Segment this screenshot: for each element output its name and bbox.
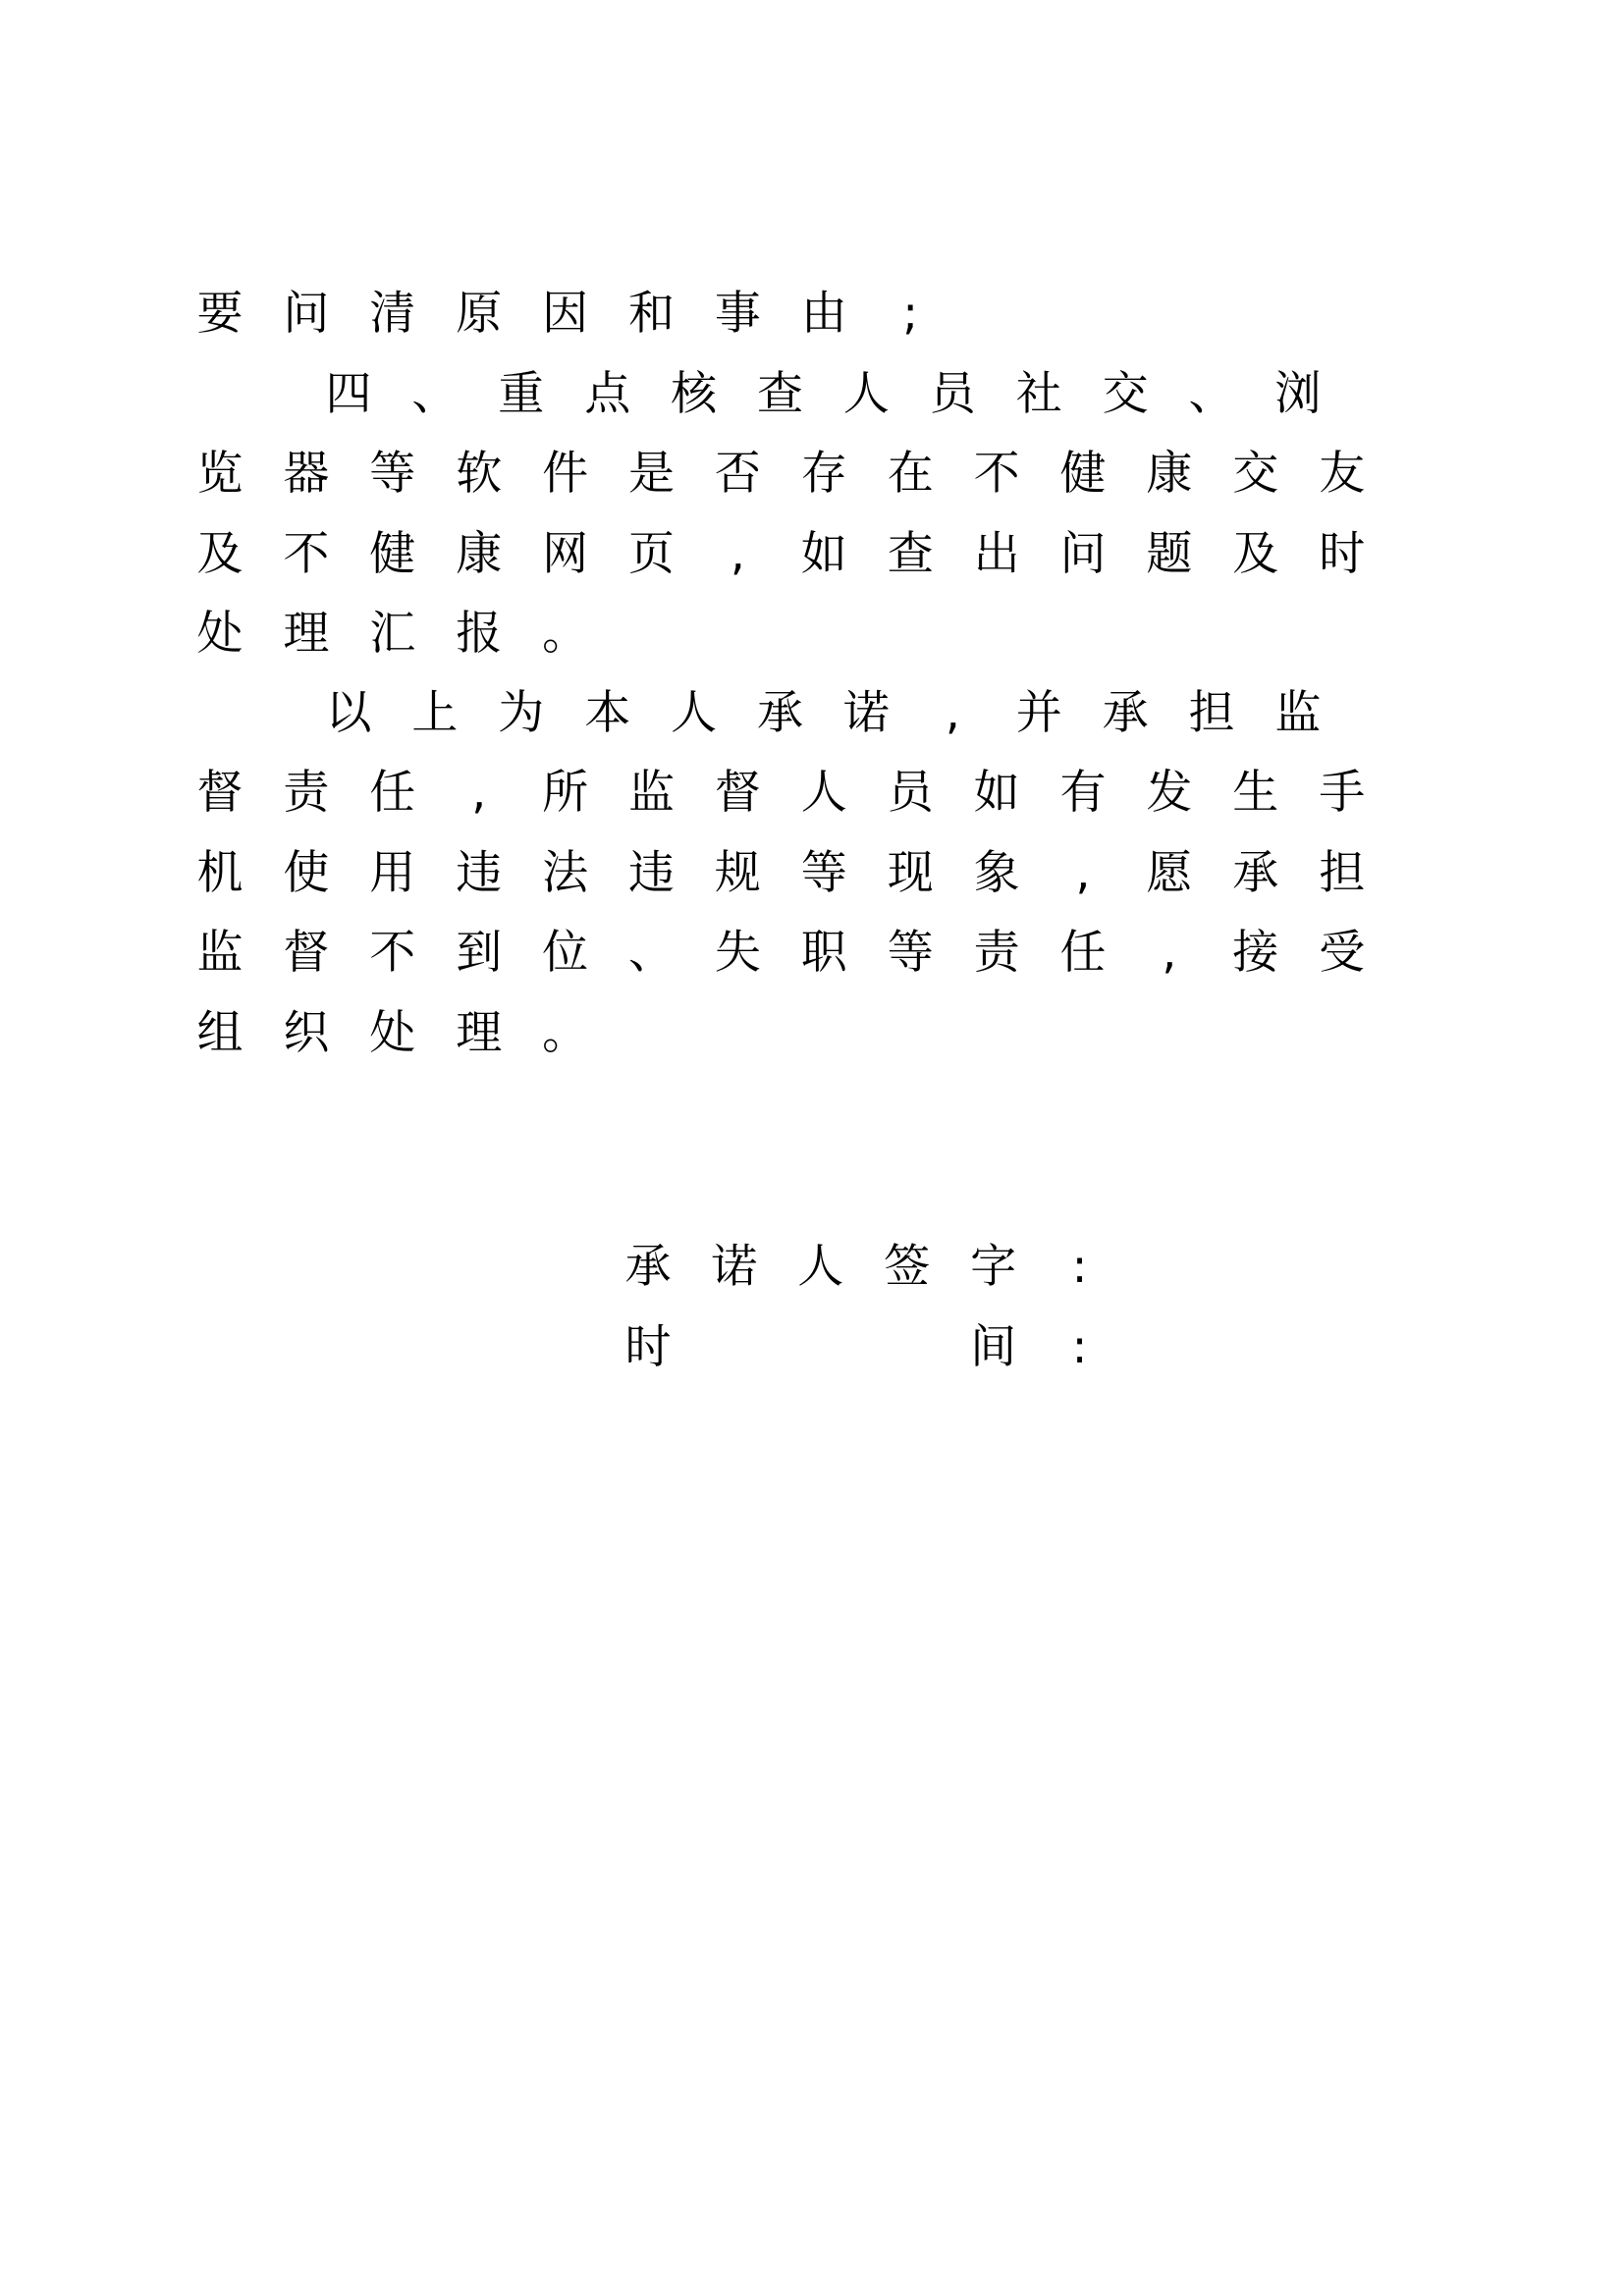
- text-char: 间: [970, 1320, 1017, 1374]
- text-char: 健: [1059, 447, 1107, 501]
- text-char: 诺: [842, 686, 890, 740]
- text-char: 员: [887, 766, 934, 820]
- text-char: 诺: [711, 1240, 758, 1294]
- text-char: ,: [1075, 846, 1091, 900]
- text-char: 承: [624, 1240, 672, 1294]
- text-char: 如: [973, 766, 1020, 820]
- text-char: 并: [1015, 686, 1062, 740]
- text-char: 问: [283, 287, 330, 341]
- text-char: 违: [456, 846, 503, 900]
- text-char: 不: [283, 527, 330, 581]
- text-char: 及: [196, 527, 244, 581]
- text-char: 。: [542, 607, 589, 661]
- text-char: 时: [624, 1320, 672, 1374]
- text-char: 责: [283, 766, 330, 820]
- text-char: 在: [887, 447, 934, 501]
- text-char: 报: [456, 607, 503, 661]
- text-char: 手: [1319, 766, 1366, 820]
- text-char: 为: [498, 686, 545, 740]
- text-char: 字: [970, 1240, 1017, 1294]
- text-char: 题: [1146, 527, 1193, 581]
- text-char: 器: [283, 447, 330, 501]
- text-char: 健: [369, 527, 416, 581]
- text-char: 查: [757, 367, 803, 421]
- text-char: 以: [325, 686, 372, 740]
- text-char: ,: [945, 686, 960, 740]
- text-char: 及: [1232, 527, 1279, 581]
- text-char: 因: [542, 287, 589, 341]
- text-line-2: [0, 365, 1624, 424]
- text-char: 督: [283, 926, 330, 980]
- text-char: 上: [411, 686, 459, 740]
- text-line-7: [0, 764, 1624, 823]
- text-char: 、: [628, 926, 675, 980]
- text-char: 督: [714, 766, 761, 820]
- text-char: 机: [196, 846, 244, 900]
- text-char: 人: [842, 367, 890, 421]
- text-char: 。: [542, 1006, 589, 1060]
- text-char: 发: [1146, 766, 1193, 820]
- text-char: 由: [800, 287, 847, 341]
- text-char: 承: [1102, 686, 1149, 740]
- text-char: 理: [456, 1006, 503, 1060]
- text-char: 社: [1015, 367, 1062, 421]
- text-char: 、: [411, 367, 459, 421]
- text-char: 愿: [1146, 846, 1193, 900]
- text-line-9: [0, 924, 1624, 983]
- text-line-5: [0, 605, 1624, 664]
- text-char: 网: [542, 527, 589, 581]
- text-char: 担: [1319, 846, 1366, 900]
- text-line-1: [0, 285, 1624, 344]
- text-char: 康: [456, 527, 503, 581]
- text-char: 和: [628, 287, 675, 341]
- text-char: 理: [283, 607, 330, 661]
- text-char: 违: [628, 846, 675, 900]
- text-char: 是: [628, 447, 675, 501]
- text-char: 清: [369, 287, 416, 341]
- text-char: 督: [196, 766, 244, 820]
- text-char: 到: [456, 926, 503, 980]
- text-char: 人: [800, 766, 847, 820]
- text-char: 失: [714, 926, 761, 980]
- text-char: 等: [800, 846, 847, 900]
- text-line-3: [0, 445, 1624, 504]
- text-char: 核: [671, 367, 718, 421]
- text-char: ,: [730, 527, 745, 581]
- text-char: 接: [1232, 926, 1279, 980]
- text-char: 交: [1102, 367, 1149, 421]
- text-char: 任: [1059, 926, 1107, 980]
- text-char: 览: [196, 447, 244, 501]
- text-char: 人: [671, 686, 718, 740]
- text-char: 如: [800, 527, 847, 581]
- text-char: 查: [887, 527, 934, 581]
- text-char: 监: [628, 766, 675, 820]
- text-char: 位: [542, 926, 589, 980]
- text-char: :: [1071, 1320, 1088, 1374]
- text-char: 有: [1059, 766, 1107, 820]
- text-char: 问: [1059, 527, 1107, 581]
- text-char: ,: [471, 766, 487, 820]
- text-char: 点: [584, 367, 631, 421]
- text-char: 签: [884, 1240, 931, 1294]
- text-char: 不: [973, 447, 1020, 501]
- text-char: 担: [1188, 686, 1235, 740]
- date-label: [0, 1318, 1624, 1377]
- text-char: 承: [1232, 846, 1279, 900]
- text-char: 员: [929, 367, 976, 421]
- text-char: 重: [498, 367, 545, 421]
- text-char: 处: [369, 1006, 416, 1060]
- text-char: 职: [800, 926, 847, 980]
- text-line-10: [0, 1004, 1624, 1063]
- text-char: 规: [714, 846, 761, 900]
- text-char: 现: [887, 846, 934, 900]
- text-char: 、: [1188, 367, 1235, 421]
- text-line-8: [0, 844, 1624, 903]
- text-char: 组: [196, 1006, 244, 1060]
- text-char: 所: [542, 766, 589, 820]
- text-char: 时: [1319, 527, 1366, 581]
- text-char: 处: [196, 607, 244, 661]
- text-char: 受: [1319, 926, 1366, 980]
- text-char: 存: [800, 447, 847, 501]
- text-char: 浏: [1274, 367, 1322, 421]
- text-char: 使: [283, 846, 330, 900]
- text-char: 等: [369, 447, 416, 501]
- text-char: 原: [456, 287, 503, 341]
- text-char: 等: [887, 926, 934, 980]
- text-char: 出: [973, 527, 1020, 581]
- text-char: :: [1071, 1240, 1088, 1294]
- text-char: 康: [1146, 447, 1193, 501]
- text-char: 页: [628, 527, 675, 581]
- text-char: 要: [196, 287, 244, 341]
- text-char: 生: [1232, 766, 1279, 820]
- text-char: 用: [369, 846, 416, 900]
- text-char: 承: [757, 686, 803, 740]
- text-line-6: [0, 684, 1624, 743]
- text-char: 监: [196, 926, 244, 980]
- text-char: 交: [1232, 447, 1279, 501]
- text-char: 法: [542, 846, 589, 900]
- text-char: 象: [973, 846, 1020, 900]
- text-char: 友: [1319, 447, 1366, 501]
- text-char: 汇: [369, 607, 416, 661]
- signature-label: [0, 1238, 1624, 1297]
- text-line-4: [0, 525, 1624, 584]
- text-char: 监: [1274, 686, 1322, 740]
- text-char: 人: [797, 1240, 844, 1294]
- text-char: 否: [714, 447, 761, 501]
- text-char: 事: [714, 287, 761, 341]
- text-char: 本: [584, 686, 631, 740]
- text-char: 件: [542, 447, 589, 501]
- text-char: 软: [456, 447, 503, 501]
- text-char: 任: [369, 766, 416, 820]
- text-char: ;: [902, 287, 919, 341]
- text-char: 四: [325, 367, 372, 421]
- text-char: 责: [973, 926, 1020, 980]
- text-char: 不: [369, 926, 416, 980]
- text-char: 织: [283, 1006, 330, 1060]
- text-char: ,: [1162, 926, 1177, 980]
